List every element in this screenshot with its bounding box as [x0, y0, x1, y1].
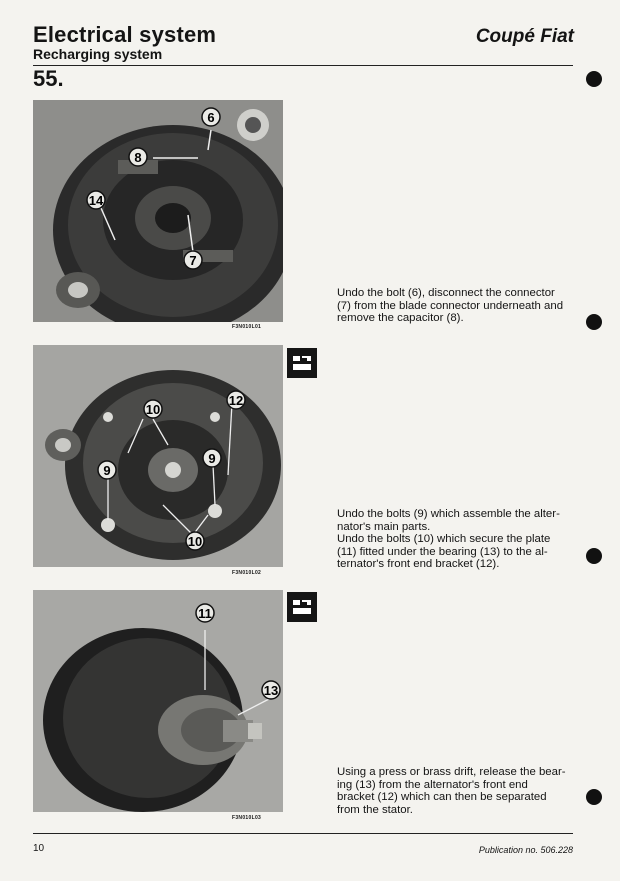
svg-text:14: 14	[88, 193, 104, 208]
alternator-photo-front	[33, 345, 283, 567]
svg-text:9: 9	[208, 451, 216, 466]
page-subtitle: Recharging system	[33, 46, 163, 62]
callout-8	[129, 148, 147, 166]
section-number: 55.	[33, 66, 64, 91]
figure-code: F3N010L01	[232, 324, 262, 330]
svg-text:7: 7	[189, 253, 197, 268]
margin-bullet	[586, 789, 602, 805]
svg-text:11: 11	[198, 606, 212, 621]
svg-text:10: 10	[187, 534, 203, 549]
page-title: Electrical system	[33, 22, 217, 47]
header-rule	[33, 65, 573, 66]
margin-bullet	[586, 314, 602, 330]
alternator-photo-rear	[33, 100, 283, 322]
alternator-photo-bearing	[33, 590, 283, 812]
figure-code: F3N010L02	[232, 570, 262, 576]
callout-13	[262, 681, 280, 699]
svg-text:8: 8	[134, 150, 142, 165]
callout-6	[202, 108, 220, 126]
callout-11	[196, 604, 214, 622]
svg-text:6: 6	[207, 110, 215, 125]
page-number: 10	[33, 843, 45, 854]
callout-7	[184, 251, 202, 269]
instruction-text: Undo the bolt (6), disconnect the connector (7) from the blade connector underneath and remove the capacitor (8).	[337, 287, 564, 325]
publication-number: Publication no. 506.228	[478, 845, 573, 855]
svg-text:10: 10	[145, 402, 161, 417]
margin-bullet	[586, 71, 602, 87]
procedure-icon	[287, 592, 317, 622]
callout-9	[98, 461, 116, 479]
svg-text:13: 13	[263, 683, 279, 698]
svg-text:9: 9	[103, 463, 111, 478]
callout-9	[203, 449, 221, 467]
callout-10	[144, 400, 162, 418]
callout-10	[186, 532, 204, 550]
brand-name: Coupé Fiat	[475, 26, 574, 47]
instruction-text: Using a press or brass drift, release the bear- ing (13) from the alternator's front end bracket (12) which can then be separated from the stator.	[337, 766, 566, 816]
callout-12	[227, 391, 245, 409]
procedure-icon	[287, 348, 317, 378]
instruction-text: Undo the bolts (9) which assemble the alter- nator's main parts. Undo the bolts (10) which secure the plate (11) fitted under the bearing (13) to the al- ternator's front end bracket (12).	[337, 508, 560, 571]
figure-code: F3N010L03	[232, 815, 262, 821]
margin-bullet	[586, 548, 602, 564]
callout-14	[87, 191, 105, 209]
svg-text:12: 12	[228, 393, 244, 408]
footer-rule	[33, 833, 573, 834]
